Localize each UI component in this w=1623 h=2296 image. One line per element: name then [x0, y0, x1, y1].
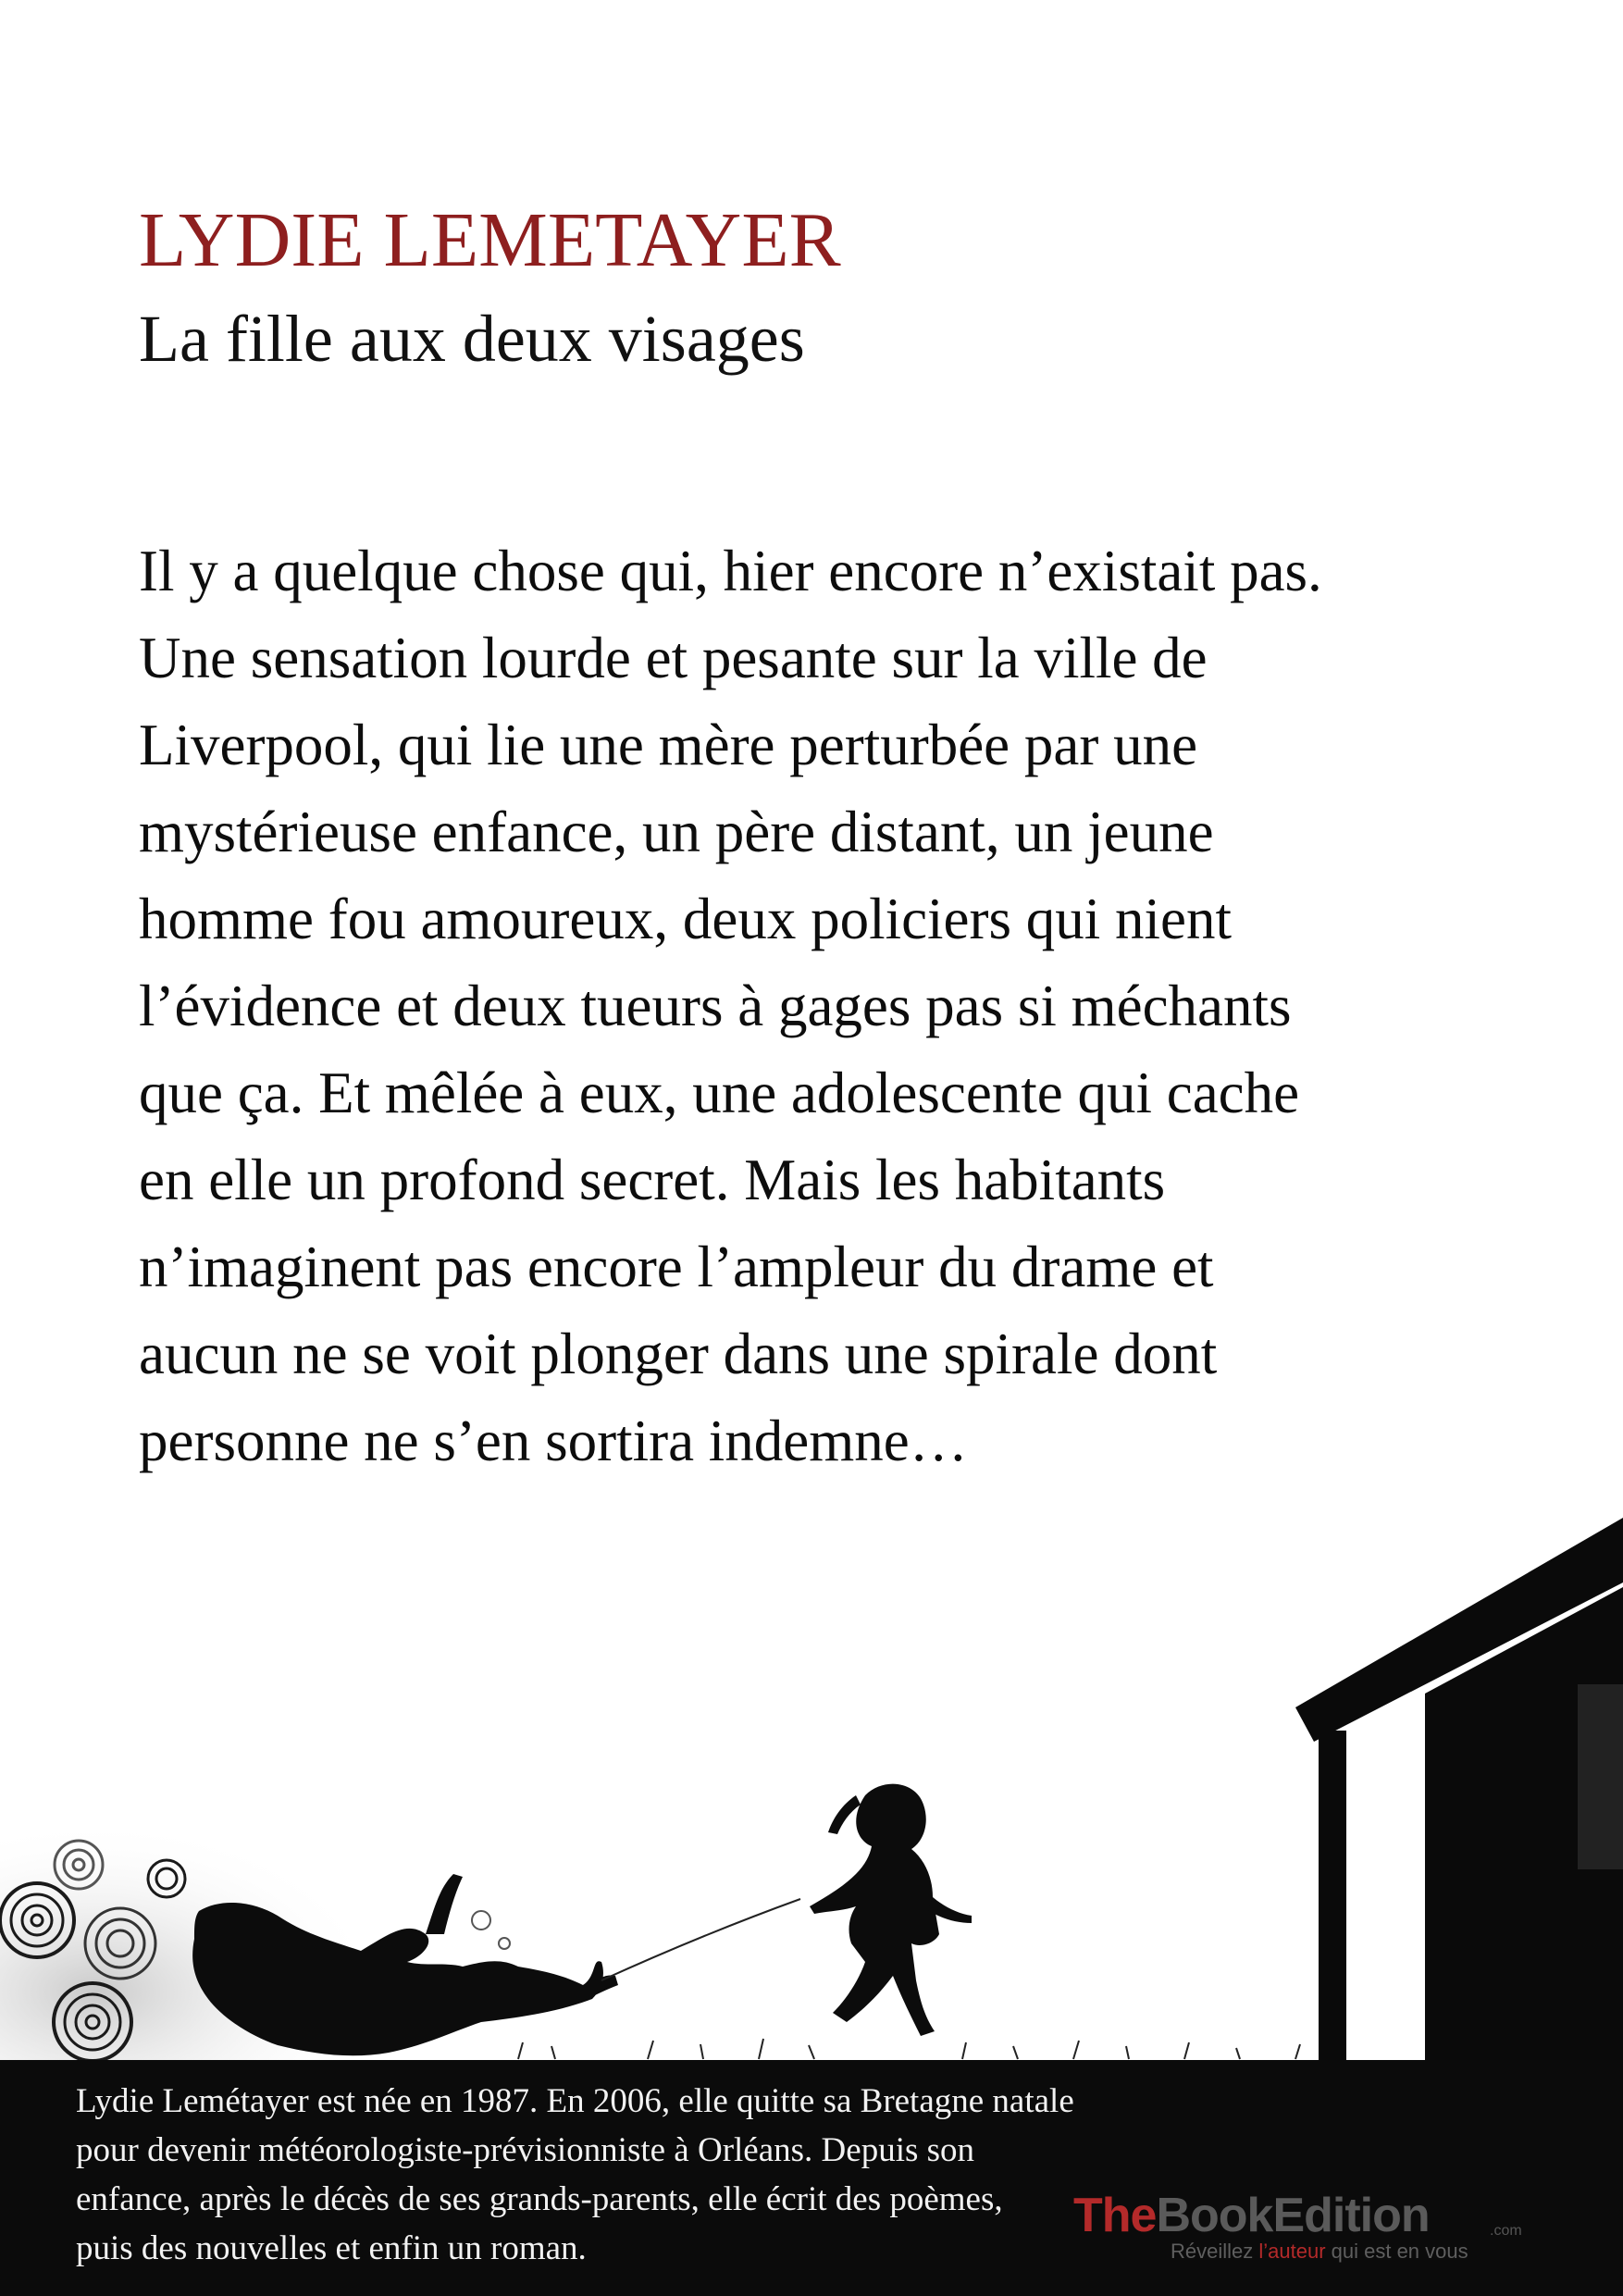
bio-line: puis des nouvelles et enfin un roman. [76, 2229, 587, 2267]
synopsis-line: mystérieuse enfance, un père distant, un jeune [139, 800, 1214, 864]
publisher-logo-wordmark [1073, 2191, 1430, 2240]
running-girl-silhouette [810, 1784, 972, 2036]
synopsis-line: personne ne s’en sortira indemne… [139, 1409, 968, 1473]
synopsis-line: que ça. Et mêlée à eux, une adolescente qui cache [139, 1061, 1300, 1125]
bio-line: enfance, après le décès de ses grands-parents, elle écrit des poèmes, [76, 2180, 1003, 2218]
silhouette-illustration [0, 1499, 1623, 2064]
synopsis-line: Liverpool, qui lie une mère perturbée par une [139, 713, 1198, 777]
synopsis-line: l’évidence et deux tueurs à gages pas si méchants [139, 974, 1292, 1038]
synopsis-line: aucun ne se voit plonger dans une spirale dont [139, 1322, 1218, 1386]
grass [518, 2039, 1300, 2059]
publisher-logo [1073, 2191, 1555, 2275]
synopsis-line: homme fou amoureux, deux policiers qui nient [139, 887, 1232, 951]
tagline-accent: l’auteur [1258, 2240, 1326, 2263]
logo-the: The [1073, 2189, 1157, 2242]
synopsis-line: Une sensation lourde et pesante sur la ville de [139, 626, 1208, 690]
synopsis-line: en elle un profond secret. Mais les habitants [139, 1148, 1166, 1212]
author-name: LYDIE LEMETAYER [139, 197, 841, 283]
synopsis-line: n’imaginent pas encore l’ampleur du drame et [139, 1235, 1214, 1299]
synopsis-line: Il y a quelque chose qui, hier encore n’existait pas. [139, 539, 1322, 603]
bio-line: Lydie Lemétayer est née en 1987. En 2006, elle quitte sa Bretagne natale [76, 2082, 1074, 2120]
synopsis [139, 527, 1490, 1484]
bio-line: pour devenir météorologiste-prévisionniste à Orléans. Depuis son [76, 2131, 975, 2169]
logo-brand: BookEdition [1156, 2189, 1430, 2242]
book-title: La fille aux deux visages [139, 302, 805, 376]
rope-line [601, 1899, 800, 1980]
house-silhouette [1295, 1518, 1623, 2064]
tagline-after: qui est en vous [1325, 2240, 1468, 2263]
author-bio [76, 2077, 1140, 2273]
tagline-before: Réveillez [1171, 2240, 1259, 2263]
logo-domain: .com [1490, 2223, 1522, 2239]
logo-tagline [1171, 2240, 1468, 2264]
